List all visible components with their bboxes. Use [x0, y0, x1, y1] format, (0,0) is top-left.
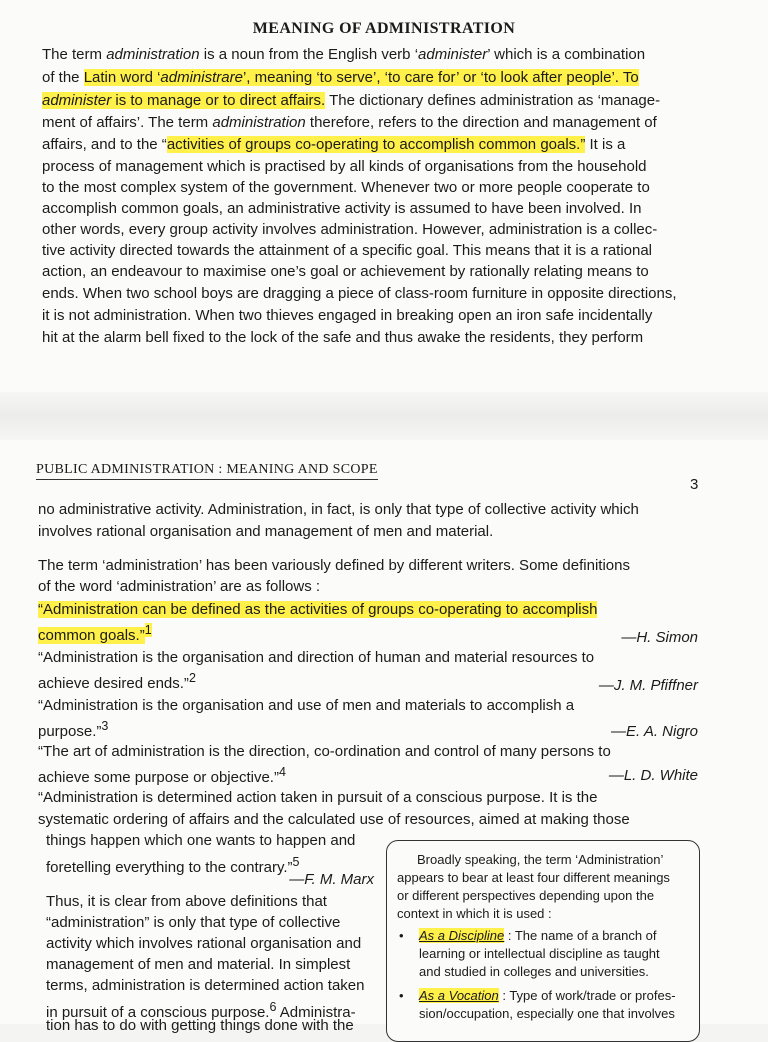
text-line: Thus, it is clear from above definitions that	[46, 893, 327, 910]
text-line: terms, administration is determined action taken	[46, 977, 365, 994]
text-line: of the Latin word ‘administrare’, meaning ‘to serve’, ‘to care for’ or ‘to look after people’. To	[42, 69, 639, 86]
bullet-icon: •	[399, 988, 404, 1003]
text-line: involves rational organisation and management of men and material.	[38, 523, 494, 540]
text-line: in pursuit of a conscious purpose.$^6$ Administra-	[46, 1000, 356, 1021]
text-line: activity which involves rational organisation and	[46, 935, 362, 952]
attribution-pfiffner: —J. M. Pfiffner	[598, 677, 698, 694]
box-text-line: appears to bear at least four different meanings	[397, 870, 670, 885]
text-line: “administration” is only that type of collective	[46, 914, 341, 931]
text-line: achieve some purpose or objective.”$^4$	[38, 765, 286, 786]
attribution-marx: —F. M. Marx	[289, 871, 374, 888]
attribution-white: —L. D. White	[608, 767, 698, 784]
text-line: management of men and material. In simplest	[46, 956, 351, 973]
text-line: no administrative activity. Administration, in fact, is only that type of collective activity which	[38, 501, 639, 518]
text-line: The term ‘administration’ has been variously defined by different writers. Some definitions	[38, 557, 630, 574]
text-line: affairs, and to the “activities of groups co-operating to accomplish common goals.” It is a	[42, 136, 626, 153]
text-line: purpose.”$^3$	[38, 719, 109, 740]
definition-nigro: “Administration is the organisation and use of men and materials to accomplish a	[38, 697, 575, 714]
text-line: tion has to do with getting things done with the	[46, 1017, 354, 1034]
attribution-simon: —H. Simon	[621, 629, 698, 646]
text-line: The term administration is a noun from the English verb ‘administer’ which is a combination	[42, 46, 646, 63]
text-line: hit at the alarm bell fixed to the lock of the safe and thus awake the residents, they perform	[42, 329, 644, 346]
text-line: things happen which one wants to happen and	[46, 832, 356, 849]
running-head: PUBLIC ADMINISTRATION : MEANING AND SCOPE	[36, 462, 378, 480]
box-text-line: or different perspectives depending upon the	[397, 888, 655, 903]
text-line: to the most complex system of the government. Whenever two or more people cooperate to	[42, 179, 650, 196]
definition-pfiffner: “Administration is the organisation and direction of human and material resources to	[38, 649, 595, 666]
box-item-discipline: As a Discipline : The name of a branch of	[419, 928, 657, 943]
page-gap	[0, 392, 768, 440]
text-line: of the word ‘administration’ are as follows :	[38, 578, 321, 595]
box-text-line: and studied in colleges and universities.	[419, 964, 649, 979]
text-line: process of management which is practised by all kinds of organisations from the household	[42, 158, 647, 175]
page-number: 3	[690, 476, 699, 493]
text-line: tive activity directed towards the attainment of a specific goal. This means that it is a rational	[42, 242, 653, 259]
text-line: administer is to manage or to direct affairs. The dictionary defines administration as ‘manage-	[42, 92, 661, 109]
text-line: achieve desired ends.”$^2$	[38, 671, 196, 692]
page-bottom	[0, 440, 768, 1034]
attribution-nigro: —E. A. Nigro	[611, 723, 698, 740]
page-title: MEANING OF ADMINISTRATION	[252, 20, 516, 37]
text-line: ment of affairs’. The term administration therefore, refers to the direction and management of	[42, 114, 657, 131]
definition-white: “The art of administration is the direction, co-ordination and control of many persons to	[38, 743, 611, 760]
text-line: systematic ordering of affairs and the calculated use of resources, aimed at making those	[38, 811, 630, 828]
box-text-line: context in which it is used :	[397, 906, 552, 921]
definition-simon: “Administration can be defined as the activities of groups co-operating to accomplish	[38, 601, 598, 618]
definition-marx: “Administration is determined action taken in pursuit of a conscious purpose. It is the	[38, 789, 598, 806]
text-line: it is not administration. When two thieves engaged in breaking open an iron safe incidentally	[42, 307, 653, 324]
text-line: action, an endeavour to maximise one’s goal or achievement by rationally relating means to	[42, 263, 649, 280]
meanings-box	[386, 840, 700, 1042]
page-top	[0, 0, 768, 392]
box-item-vocation: As a Vocation : Type of work/trade or profes-	[419, 988, 676, 1003]
bullet-icon: •	[399, 928, 404, 943]
box-text-line: Broadly speaking, the term ‘Administration’	[417, 852, 664, 867]
box-text-line: sion/occupation, especially one that involves	[419, 1006, 675, 1021]
text-line: foretelling everything to the contrary.”$^5$	[46, 855, 300, 876]
text-line: ends. When two school boys are dragging a piece of class-room furniture in opposite directions,	[42, 285, 677, 302]
text-line: accomplish common goals, an administrative activity is assumed to have been involved. In	[42, 200, 642, 217]
text-line: other words, every group activity involves administration. However, administration is a collec-	[42, 221, 658, 238]
box-text-line: learning or intellectual discipline as taught	[419, 946, 660, 961]
text-line: common goals.”$^1$	[38, 623, 152, 644]
